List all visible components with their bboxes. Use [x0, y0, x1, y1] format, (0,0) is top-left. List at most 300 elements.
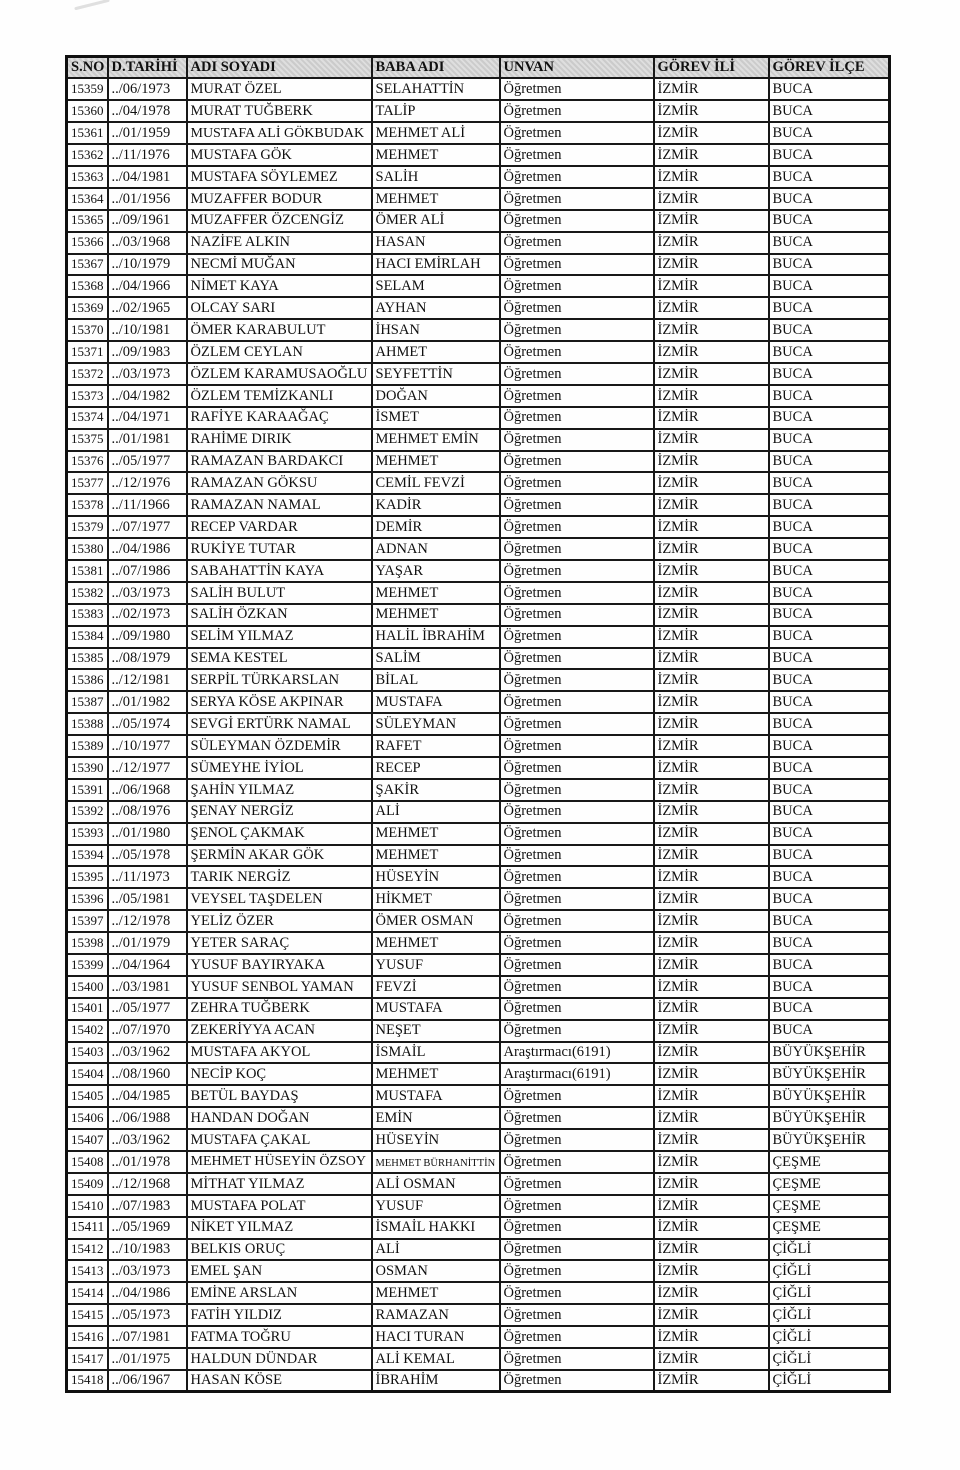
cell-d-tarihi: ../02/1973: [108, 604, 187, 626]
cell-baba-adi: HASAN: [372, 232, 500, 254]
cell-gorev-ilce: BÜYÜKŞEHİR: [769, 1042, 890, 1064]
cell-adi-soyadi: MUSTAFA AKYOL: [187, 1042, 372, 1064]
cell-adi-soyadi: HASAN KÖSE: [187, 1370, 372, 1392]
cell-unvan: Öğretmen: [500, 998, 654, 1020]
cell-d-tarihi: ../03/1968: [108, 232, 187, 254]
cell-baba-adi: İSMET: [372, 407, 500, 429]
cell-adi-soyadi: ÖMER KARABULUT: [187, 319, 372, 341]
table-header: [67, 57, 890, 79]
cell-d-tarihi: ../07/1977: [108, 516, 187, 538]
cell-gorev-ilce: BUCA: [769, 1020, 890, 1042]
table-row: [67, 779, 890, 801]
cell-gorev-ili: İZMİR: [654, 757, 769, 779]
cell-baba-adi: BİLAL: [372, 669, 500, 691]
table-row: [67, 1107, 890, 1129]
cell-d-tarihi: ../03/1973: [108, 363, 187, 385]
cell-gorev-ili: İZMİR: [654, 976, 769, 998]
cell-baba-adi: İHSAN: [372, 319, 500, 341]
cell-baba-adi: KADİR: [372, 494, 500, 516]
cell-adi-soyadi: BELKIS ORUÇ: [187, 1239, 372, 1261]
cell-adi-soyadi: NECMİ MUĞAN: [187, 254, 372, 276]
table-row: [67, 1020, 890, 1042]
col-header-gorev-ilce: GÖREV İLÇE: [769, 57, 890, 79]
cell-gorev-ilce: BUCA: [769, 319, 890, 341]
cell-adi-soyadi: RAMAZAN GÖKSU: [187, 472, 372, 494]
cell-sno: 15417: [67, 1348, 108, 1370]
cell-sno: 15399: [67, 954, 108, 976]
cell-adi-soyadi: MUSTAFA SÖYLEMEZ: [187, 166, 372, 188]
cell-sno: 15369: [67, 297, 108, 319]
cell-unvan: Öğretmen: [500, 735, 654, 757]
cell-adi-soyadi: SERYA KÖSE AKPINAR: [187, 691, 372, 713]
cell-baba-adi: ALİ: [372, 801, 500, 823]
table-row: [67, 78, 890, 100]
cell-gorev-ilce: BUCA: [769, 801, 890, 823]
table-row: [67, 1348, 890, 1370]
cell-gorev-ili: İZMİR: [654, 232, 769, 254]
cell-d-tarihi: ../04/1986: [108, 1282, 187, 1304]
cell-sno: 15392: [67, 801, 108, 823]
table-row: [67, 669, 890, 691]
cell-baba-adi: MUSTAFA: [372, 691, 500, 713]
cell-gorev-ili: İZMİR: [654, 1195, 769, 1217]
cell-baba-adi: SELAM: [372, 275, 500, 297]
cell-gorev-ilce: BUCA: [769, 297, 890, 319]
cell-baba-adi: OSMAN: [372, 1260, 500, 1282]
cell-unvan: Öğretmen: [500, 451, 654, 473]
cell-sno: 15387: [67, 691, 108, 713]
cell-unvan: Öğretmen: [500, 823, 654, 845]
table-row: [67, 998, 890, 1020]
cell-d-tarihi: ../01/1978: [108, 1151, 187, 1173]
cell-adi-soyadi: SALİH BULUT: [187, 582, 372, 604]
cell-gorev-ilce: BUCA: [769, 866, 890, 888]
cell-d-tarihi: ../03/1973: [108, 582, 187, 604]
cell-sno: 15371: [67, 341, 108, 363]
cell-baba-adi: MEHMET EMİN: [372, 429, 500, 451]
table-row: [67, 1173, 890, 1195]
cell-adi-soyadi: MUZAFFER BODUR: [187, 188, 372, 210]
cell-d-tarihi: ../11/1973: [108, 866, 187, 888]
cell-adi-soyadi: MURAT ÖZEL: [187, 78, 372, 100]
cell-sno: 15397: [67, 910, 108, 932]
cell-gorev-ilce: BUCA: [769, 932, 890, 954]
cell-gorev-ilce: ÇİĞLİ: [769, 1348, 890, 1370]
cell-adi-soyadi: TARIK NERGİZ: [187, 866, 372, 888]
cell-gorev-ili: İZMİR: [654, 845, 769, 867]
cell-adi-soyadi: YUSUF BAYIRYAKA: [187, 954, 372, 976]
cell-adi-soyadi: SELİM YILMAZ: [187, 626, 372, 648]
cell-sno: 15376: [67, 451, 108, 473]
cell-gorev-ili: İZMİR: [654, 801, 769, 823]
cell-d-tarihi: ../05/1973: [108, 1304, 187, 1326]
cell-baba-adi: FEVZİ: [372, 976, 500, 998]
cell-gorev-ilce: BUCA: [769, 363, 890, 385]
cell-unvan: Öğretmen: [500, 932, 654, 954]
cell-sno: 15364: [67, 188, 108, 210]
cell-d-tarihi: ../04/1966: [108, 275, 187, 297]
cell-baba-adi: TALİP: [372, 100, 500, 122]
cell-gorev-ilce: BUCA: [769, 451, 890, 473]
cell-baba-adi: RAMAZAN: [372, 1304, 500, 1326]
table-row: [67, 451, 890, 473]
table-row: [67, 1063, 890, 1085]
col-header-unvan: UNVAN: [500, 57, 654, 79]
cell-gorev-ilce: BUCA: [769, 538, 890, 560]
table-row: [67, 1217, 890, 1239]
cell-gorev-ilce: BUCA: [769, 516, 890, 538]
cell-gorev-ilce: BUCA: [769, 845, 890, 867]
table-row: [67, 494, 890, 516]
cell-adi-soyadi: OLCAY SARI: [187, 297, 372, 319]
cell-d-tarihi: ../01/1981: [108, 429, 187, 451]
cell-sno: 15414: [67, 1282, 108, 1304]
cell-gorev-ili: İZMİR: [654, 297, 769, 319]
cell-baba-adi: İSMAİL: [372, 1042, 500, 1064]
cell-baba-adi: CEMİL FEVZİ: [372, 472, 500, 494]
table-row: [67, 1239, 890, 1261]
cell-unvan: Öğretmen: [500, 1370, 654, 1392]
cell-adi-soyadi: RAFİYE KARAAĞAÇ: [187, 407, 372, 429]
cell-baba-adi: ALİ OSMAN: [372, 1173, 500, 1195]
cell-sno: 15385: [67, 648, 108, 670]
table-row: [67, 582, 890, 604]
cell-sno: 15374: [67, 407, 108, 429]
cell-gorev-ili: İZMİR: [654, 166, 769, 188]
cell-unvan: Araştırmacı(6191): [500, 1063, 654, 1085]
cell-baba-adi: İSMAİL HAKKI: [372, 1217, 500, 1239]
cell-unvan: Öğretmen: [500, 669, 654, 691]
table-row: [67, 1282, 890, 1304]
cell-unvan: Öğretmen: [500, 1020, 654, 1042]
cell-unvan: Öğretmen: [500, 494, 654, 516]
cell-adi-soyadi: BETÜL BAYDAŞ: [187, 1085, 372, 1107]
cell-gorev-ilce: ÇİĞLİ: [769, 1282, 890, 1304]
cell-gorev-ili: İZMİR: [654, 275, 769, 297]
cell-gorev-ilce: BUCA: [769, 385, 890, 407]
cell-adi-soyadi: NECİP KOÇ: [187, 1063, 372, 1085]
table-row: [67, 275, 890, 297]
table-row: [67, 319, 890, 341]
table-row: [67, 560, 890, 582]
table-row: [67, 1326, 890, 1348]
scan-artifact-mark: [74, 0, 110, 10]
cell-adi-soyadi: NİMET KAYA: [187, 275, 372, 297]
cell-d-tarihi: ../06/1973: [108, 78, 187, 100]
cell-adi-soyadi: RAMAZAN BARDAKCI: [187, 451, 372, 473]
cell-sno: 15368: [67, 275, 108, 297]
cell-gorev-ili: İZMİR: [654, 1370, 769, 1392]
cell-unvan: Öğretmen: [500, 144, 654, 166]
cell-adi-soyadi: RAMAZAN NAMAL: [187, 494, 372, 516]
cell-adi-soyadi: ÖZLEM CEYLAN: [187, 341, 372, 363]
cell-baba-adi: HACI TURAN: [372, 1326, 500, 1348]
cell-sno: 15410: [67, 1195, 108, 1217]
cell-unvan: Öğretmen: [500, 560, 654, 582]
table-row: [67, 1129, 890, 1151]
cell-unvan: Öğretmen: [500, 363, 654, 385]
cell-baba-adi: SEYFETTİN: [372, 363, 500, 385]
table-row: [67, 341, 890, 363]
cell-adi-soyadi: YUSUF SENBOL YAMAN: [187, 976, 372, 998]
cell-adi-soyadi: EMEL ŞAN: [187, 1260, 372, 1282]
cell-adi-soyadi: HALDUN DÜNDAR: [187, 1348, 372, 1370]
table-row: [67, 297, 890, 319]
cell-sno: 15401: [67, 998, 108, 1020]
cell-unvan: Öğretmen: [500, 166, 654, 188]
cell-unvan: Öğretmen: [500, 319, 654, 341]
cell-adi-soyadi: SALİH ÖZKAN: [187, 604, 372, 626]
cell-sno: 15372: [67, 363, 108, 385]
cell-d-tarihi: ../01/1982: [108, 691, 187, 713]
cell-gorev-ilce: BUCA: [769, 626, 890, 648]
cell-d-tarihi: ../10/1983: [108, 1239, 187, 1261]
cell-d-tarihi: ../08/1976: [108, 801, 187, 823]
cell-gorev-ili: İZMİR: [654, 1282, 769, 1304]
cell-unvan: Öğretmen: [500, 188, 654, 210]
cell-baba-adi: AHMET: [372, 341, 500, 363]
cell-sno: 15395: [67, 866, 108, 888]
cell-d-tarihi: ../04/1981: [108, 166, 187, 188]
cell-gorev-ili: İZMİR: [654, 1260, 769, 1282]
cell-sno: 15381: [67, 560, 108, 582]
cell-baba-adi: MUSTAFA: [372, 1085, 500, 1107]
cell-adi-soyadi: SABAHATTİN KAYA: [187, 560, 372, 582]
cell-gorev-ili: İZMİR: [654, 451, 769, 473]
cell-gorev-ili: İZMİR: [654, 472, 769, 494]
col-header-sno: S.NO: [67, 57, 108, 79]
cell-baba-adi: EMİN: [372, 1107, 500, 1129]
cell-baba-adi: SALİM: [372, 648, 500, 670]
cell-sno: 15382: [67, 582, 108, 604]
cell-gorev-ili: İZMİR: [654, 319, 769, 341]
cell-sno: 15416: [67, 1326, 108, 1348]
cell-d-tarihi: ../08/1979: [108, 648, 187, 670]
cell-d-tarihi: ../06/1988: [108, 1107, 187, 1129]
cell-sno: 15380: [67, 538, 108, 560]
cell-gorev-ili: İZMİR: [654, 648, 769, 670]
cell-d-tarihi: ../01/1956: [108, 188, 187, 210]
cell-adi-soyadi: SEVGİ ERTÜRK NAMAL: [187, 713, 372, 735]
cell-gorev-ilce: BUCA: [769, 472, 890, 494]
cell-gorev-ilce: ÇEŞME: [769, 1151, 890, 1173]
table-row: [67, 1370, 890, 1392]
cell-sno: 15389: [67, 735, 108, 757]
cell-d-tarihi: ../03/1973: [108, 1260, 187, 1282]
table-body: [67, 78, 890, 1391]
cell-gorev-ilce: BUCA: [769, 560, 890, 582]
cell-gorev-ili: İZMİR: [654, 1304, 769, 1326]
cell-d-tarihi: ../06/1967: [108, 1370, 187, 1392]
table-row: [67, 144, 890, 166]
cell-unvan: Öğretmen: [500, 954, 654, 976]
cell-unvan: Öğretmen: [500, 341, 654, 363]
table-row: [67, 976, 890, 998]
cell-adi-soyadi: MİTHAT YILMAZ: [187, 1173, 372, 1195]
cell-gorev-ilce: BUCA: [769, 78, 890, 100]
cell-gorev-ili: İZMİR: [654, 210, 769, 232]
cell-baba-adi: HÜSEYİN: [372, 1129, 500, 1151]
cell-unvan: Öğretmen: [500, 122, 654, 144]
cell-gorev-ilce: BUCA: [769, 232, 890, 254]
cell-sno: 15359: [67, 78, 108, 100]
cell-baba-adi: MEHMET: [372, 1282, 500, 1304]
table-row: [67, 823, 890, 845]
cell-baba-adi: MEHMET: [372, 451, 500, 473]
cell-unvan: Araştırmacı(6191): [500, 1042, 654, 1064]
cell-baba-adi: RAFET: [372, 735, 500, 757]
cell-baba-adi: HALİL İBRAHİM: [372, 626, 500, 648]
cell-adi-soyadi: ÖZLEM TEMİZKANLI: [187, 385, 372, 407]
cell-baba-adi: İBRAHİM: [372, 1370, 500, 1392]
table-row: [67, 188, 890, 210]
cell-unvan: Öğretmen: [500, 976, 654, 998]
table-row: [67, 954, 890, 976]
cell-sno: 15407: [67, 1129, 108, 1151]
cell-gorev-ili: İZMİR: [654, 494, 769, 516]
cell-gorev-ilce: BUCA: [769, 188, 890, 210]
cell-baba-adi: YUSUF: [372, 954, 500, 976]
cell-gorev-ili: İZMİR: [654, 538, 769, 560]
cell-gorev-ilce: BUCA: [769, 604, 890, 626]
cell-d-tarihi: ../09/1961: [108, 210, 187, 232]
cell-gorev-ili: İZMİR: [654, 78, 769, 100]
cell-sno: 15375: [67, 429, 108, 451]
cell-d-tarihi: ../01/1975: [108, 1348, 187, 1370]
cell-unvan: Öğretmen: [500, 1326, 654, 1348]
cell-gorev-ilce: BUCA: [769, 713, 890, 735]
table-row: [67, 472, 890, 494]
table-row: [67, 429, 890, 451]
cell-gorev-ilce: BUCA: [769, 100, 890, 122]
cell-d-tarihi: ../09/1983: [108, 341, 187, 363]
cell-unvan: Öğretmen: [500, 582, 654, 604]
cell-unvan: Öğretmen: [500, 801, 654, 823]
cell-gorev-ili: İZMİR: [654, 932, 769, 954]
cell-unvan: Öğretmen: [500, 779, 654, 801]
cell-sno: 15402: [67, 1020, 108, 1042]
cell-sno: 15378: [67, 494, 108, 516]
cell-unvan: Öğretmen: [500, 210, 654, 232]
cell-gorev-ilce: ÇİĞLİ: [769, 1304, 890, 1326]
table-row: [67, 516, 890, 538]
cell-gorev-ili: İZMİR: [654, 954, 769, 976]
cell-d-tarihi: ../04/1985: [108, 1085, 187, 1107]
table-row: [67, 713, 890, 735]
cell-gorev-ili: İZMİR: [654, 100, 769, 122]
cell-sno: 15391: [67, 779, 108, 801]
table-row: [67, 210, 890, 232]
table-row: [67, 866, 890, 888]
cell-sno: 15360: [67, 100, 108, 122]
cell-gorev-ilce: ÇİĞLİ: [769, 1370, 890, 1392]
table-row: [67, 757, 890, 779]
cell-baba-adi: ŞAKİR: [372, 779, 500, 801]
cell-adi-soyadi: MUSTAFA GÖK: [187, 144, 372, 166]
cell-gorev-ili: İZMİR: [654, 1129, 769, 1151]
table-row: [67, 1195, 890, 1217]
cell-baba-adi: MEHMET: [372, 845, 500, 867]
cell-gorev-ilce: BUCA: [769, 494, 890, 516]
cell-adi-soyadi: MEHMET HÜSEYİN ÖZSOY: [187, 1151, 372, 1173]
cell-d-tarihi: ../03/1962: [108, 1042, 187, 1064]
cell-gorev-ilce: BUCA: [769, 976, 890, 998]
table-row: [67, 735, 890, 757]
cell-d-tarihi: ../10/1981: [108, 319, 187, 341]
cell-gorev-ilce: BUCA: [769, 910, 890, 932]
table-row: [67, 122, 890, 144]
cell-gorev-ilce: BUCA: [769, 669, 890, 691]
cell-gorev-ilce: ÇEŞME: [769, 1217, 890, 1239]
cell-baba-adi: ÖMER OSMAN: [372, 910, 500, 932]
cell-unvan: Öğretmen: [500, 297, 654, 319]
cell-unvan: Öğretmen: [500, 1348, 654, 1370]
table-row: [67, 1304, 890, 1326]
cell-gorev-ili: İZMİR: [654, 1085, 769, 1107]
cell-gorev-ilce: BUCA: [769, 429, 890, 451]
table-row: [67, 648, 890, 670]
cell-d-tarihi: ../01/1980: [108, 823, 187, 845]
cell-gorev-ili: İZMİR: [654, 823, 769, 845]
cell-adi-soyadi: ŞAHİN YILMAZ: [187, 779, 372, 801]
table-row: [67, 1151, 890, 1173]
cell-gorev-ilce: BUCA: [769, 779, 890, 801]
cell-gorev-ili: İZMİR: [654, 1239, 769, 1261]
cell-unvan: Öğretmen: [500, 1195, 654, 1217]
cell-gorev-ili: İZMİR: [654, 582, 769, 604]
cell-baba-adi: SÜLEYMAN: [372, 713, 500, 735]
cell-d-tarihi: ../04/1971: [108, 407, 187, 429]
table-row: [67, 100, 890, 122]
table-row: [67, 407, 890, 429]
cell-unvan: Öğretmen: [500, 1217, 654, 1239]
cell-gorev-ilce: ÇİĞLİ: [769, 1260, 890, 1282]
cell-adi-soyadi: SÜMEYHE İYİOL: [187, 757, 372, 779]
cell-d-tarihi: ../07/1986: [108, 560, 187, 582]
cell-gorev-ilce: BUCA: [769, 122, 890, 144]
cell-unvan: Öğretmen: [500, 604, 654, 626]
cell-unvan: Öğretmen: [500, 1107, 654, 1129]
cell-adi-soyadi: VEYSEL TAŞDELEN: [187, 888, 372, 910]
cell-unvan: Öğretmen: [500, 1151, 654, 1173]
cell-gorev-ilce: BUCA: [769, 888, 890, 910]
cell-baba-adi: MEHMET: [372, 188, 500, 210]
cell-d-tarihi: ../11/1976: [108, 144, 187, 166]
cell-adi-soyadi: RAHİME DIRIK: [187, 429, 372, 451]
table-row: [67, 801, 890, 823]
cell-unvan: Öğretmen: [500, 275, 654, 297]
cell-gorev-ilce: BUCA: [769, 757, 890, 779]
cell-unvan: Öğretmen: [500, 757, 654, 779]
cell-gorev-ilce: BÜYÜKŞEHİR: [769, 1129, 890, 1151]
cell-d-tarihi: ../04/1986: [108, 538, 187, 560]
cell-d-tarihi: ../11/1966: [108, 494, 187, 516]
cell-baba-adi: MEHMET: [372, 144, 500, 166]
table-header-row: [67, 57, 890, 79]
cell-gorev-ilce: BUCA: [769, 735, 890, 757]
cell-adi-soyadi: RECEP VARDAR: [187, 516, 372, 538]
cell-gorev-ili: İZMİR: [654, 604, 769, 626]
cell-gorev-ili: İZMİR: [654, 516, 769, 538]
cell-gorev-ilce: BUCA: [769, 582, 890, 604]
cell-baba-adi: DOĞAN: [372, 385, 500, 407]
table-row: [67, 232, 890, 254]
cell-baba-adi: SALİH: [372, 166, 500, 188]
cell-unvan: Öğretmen: [500, 888, 654, 910]
cell-gorev-ilce: BUCA: [769, 954, 890, 976]
cell-d-tarihi: ../06/1968: [108, 779, 187, 801]
cell-baba-adi: YUSUF: [372, 1195, 500, 1217]
